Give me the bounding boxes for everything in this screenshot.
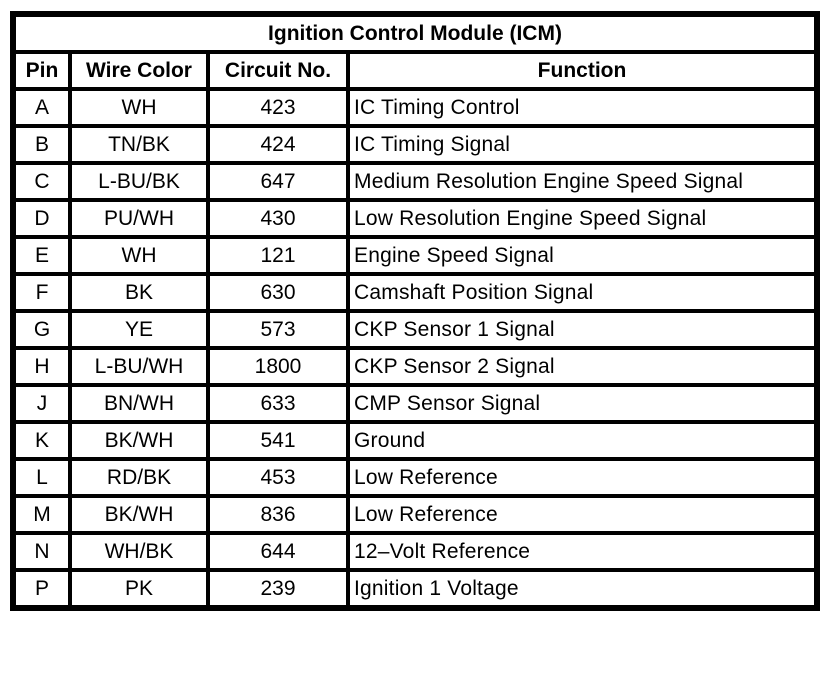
cell-wire-color: WH [70,237,208,274]
cell-function: CMP Sensor Signal [348,385,816,422]
cell-circuit-no: 453 [208,459,348,496]
icm-pinout-table-frame [10,11,820,611]
cell-function: IC Timing Signal [348,126,816,163]
table-row [14,274,816,311]
cell-circuit-no: 630 [208,274,348,311]
cell-circuit-no: 239 [208,570,348,607]
table-row [14,348,816,385]
table-row [14,200,816,237]
cell-circuit-no: 121 [208,237,348,274]
table-header-row [14,52,816,89]
cell-wire-color: WH/BK [70,533,208,570]
cell-wire-color: BN/WH [70,385,208,422]
cell-wire-color: RD/BK [70,459,208,496]
cell-wire-color: PU/WH [70,200,208,237]
cell-wire-color: WH [70,89,208,126]
cell-circuit-no: 633 [208,385,348,422]
cell-pin: F [14,274,70,311]
table-row [14,163,816,200]
cell-circuit-no: 644 [208,533,348,570]
cell-pin: D [14,200,70,237]
column-header-function: Function [348,52,816,89]
cell-function: 12–Volt Reference [348,533,816,570]
cell-function: Low Resolution Engine Speed Signal [348,200,816,237]
table-title-row [14,15,816,52]
cell-function: IC Timing Control [348,89,816,126]
table-row [14,311,816,348]
cell-function: CKP Sensor 2 Signal [348,348,816,385]
table-title: Ignition Control Module (ICM) [14,15,816,52]
cell-pin: E [14,237,70,274]
cell-circuit-no: 573 [208,311,348,348]
table-row [14,496,816,533]
table-row [14,126,816,163]
table-row [14,533,816,570]
cell-function: CKP Sensor 1 Signal [348,311,816,348]
column-header-circuit-no: Circuit No. [208,52,348,89]
table-row [14,237,816,274]
cell-pin: A [14,89,70,126]
cell-wire-color: YE [70,311,208,348]
cell-pin: B [14,126,70,163]
cell-pin: J [14,385,70,422]
cell-pin: H [14,348,70,385]
cell-function: Ignition 1 Voltage [348,570,816,607]
cell-circuit-no: 423 [208,89,348,126]
cell-pin: M [14,496,70,533]
icm-pinout-table [12,13,818,609]
cell-wire-color: L-BU/WH [70,348,208,385]
cell-function: Medium Resolution Engine Speed Signal [348,163,816,200]
table-row [14,385,816,422]
table-row [14,459,816,496]
cell-pin: G [14,311,70,348]
table-row [14,570,816,607]
cell-pin: K [14,422,70,459]
cell-pin: N [14,533,70,570]
cell-circuit-no: 424 [208,126,348,163]
cell-wire-color: BK/WH [70,496,208,533]
cell-wire-color: L-BU/BK [70,163,208,200]
column-header-wire-color: Wire Color [70,52,208,89]
cell-pin: L [14,459,70,496]
cell-pin: P [14,570,70,607]
cell-wire-color: PK [70,570,208,607]
cell-wire-color: TN/BK [70,126,208,163]
cell-circuit-no: 541 [208,422,348,459]
cell-circuit-no: 836 [208,496,348,533]
table-row [14,89,816,126]
cell-wire-color: BK/WH [70,422,208,459]
column-header-pin: Pin [14,52,70,89]
cell-circuit-no: 430 [208,200,348,237]
cell-pin: C [14,163,70,200]
cell-circuit-no: 647 [208,163,348,200]
cell-circuit-no: 1800 [208,348,348,385]
cell-wire-color: BK [70,274,208,311]
cell-function: Ground [348,422,816,459]
cell-function: Low Reference [348,496,816,533]
table-row [14,422,816,459]
cell-function: Low Reference [348,459,816,496]
cell-function: Engine Speed Signal [348,237,816,274]
cell-function: Camshaft Position Signal [348,274,816,311]
